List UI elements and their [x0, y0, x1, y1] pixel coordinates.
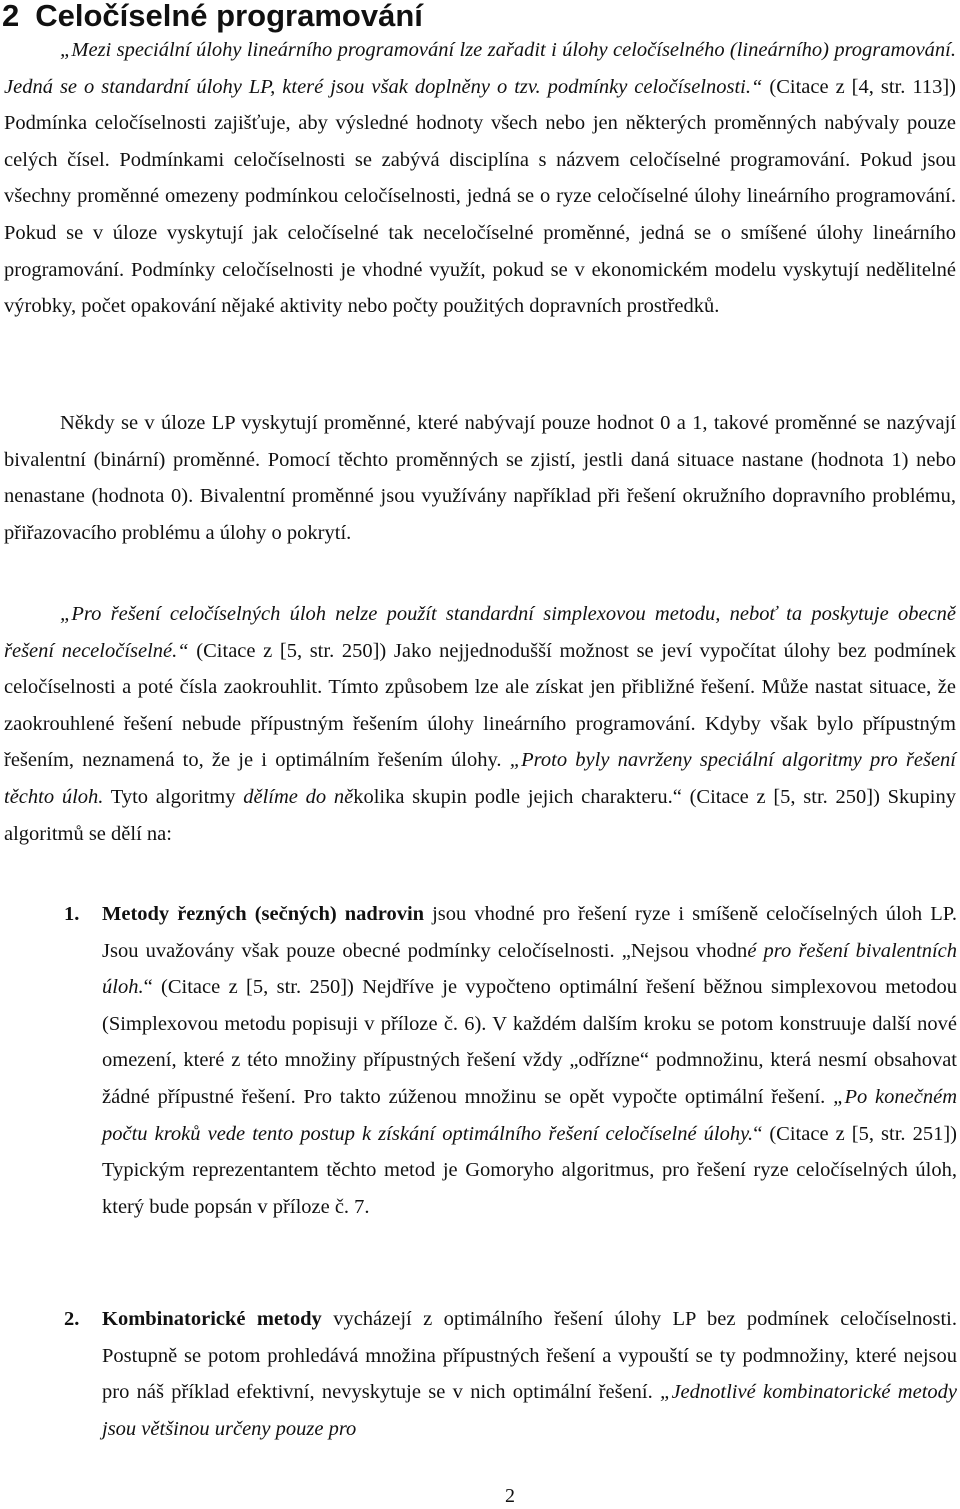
term: Kombinatorické metody: [102, 1308, 322, 1330]
body-text: Někdy se v úloze LP vyskytují proměnné, které nabývají pouze hodnot 0 a 1, takové proměnné se nazývají bivalentní (binární) proměnné. Pomocí těchto proměnných se zjistí, jestli daná situace nastane (hodnota 1) nebo nenastane (hodnota 0). Bivalentní proměnné jsou využívány například při řešení okružního dopravního problému, přiřazovacího problému a úlohy o pokrytí.: [4, 412, 956, 544]
quote-text: „Jednotlivé kombinatorické metody jsou většinou určeny pouze pro: [102, 1381, 957, 1440]
term: Metody řezných (sečných) nadrovin: [102, 903, 425, 925]
body-text: jsou vhodné pro řešení ryze i smíšeně celočíselných úloh LP. Jsou uvažovány však pouze obecné podmínky celočíselnosti. „Nejsou vhodn: [102, 903, 957, 962]
quote-text: é pro řešení bivalentních úloh.: [102, 939, 958, 999]
list-item: [64, 896, 957, 1225]
paragraph-2: [4, 405, 956, 551]
body-text: kolika skupin podle jejich charakteru.“ (Citace z [5, str. 250]) Skupiny algoritmů se dělí na:: [4, 785, 956, 845]
body-text: “ (Citace z [5, str. 250]) Nejdříve je vypočteno optimální řešení běžnou simplexovou metodou (Simplexovou metodu popisuji v příloze č. 6). V každém dalším kroku se potom konstruuje další nové omezení, které z této množiny přípustných řešení vždy „odřízne“ podmnožinu, která nesmí obsahovat žádné přípustné řešení. Pro takto zúženou množinu se opět vypočte optimální řešení.: [102, 976, 957, 1108]
quote-text: „Proto byly navrženy speciální algoritmy pro řešení těchto úloh.: [4, 749, 956, 808]
algorithm-list-continued: [64, 1301, 957, 1447]
body-text: vycházejí z optimálního řešení úlohy LP bez podmínek celočíselnosti. Postupně se potom prohledává množina přípustných řešení a vypouští se ty podmnožiny, které nejsou pro náš příklad efektivní, nevyskytuje se v nich optimální řešení.: [102, 1308, 957, 1404]
body-text: “ (Citace z [5, str. 251]) Typickým reprezentantem těchto metod je Gomoryho algoritmus, pro řešení ryze celočíselných úloh, který bude popsán v příloze č. 7.: [102, 1122, 958, 1218]
section-heading: [2, 0, 423, 36]
page-number: 2: [505, 1485, 515, 1507]
body-text: (Citace z [4, str. 113]) Podmínka celočíselnosti zajišťuje, aby výsledné hodnoty všech nebo jen některých proměnných nabývaly pouze celých čísel. Podmínkami celočíselnosti se zabývá disciplína s názvem celočíselné programování. Pokud jsou všechny proměnné omezeny podmínkou celočíselnosti, jedná se o ryze celočíselné úlohy lineárního programování. Pokud se v úloze vyskytují jak celočíselné tak neceločíselné proměnné, jedná se o smíšené úlohy lineárního programování. Podmínky celočíselnosti je vhodné využít, pokud se v ekonomickém modelu vyskytují nedělitelné výrobky, počet opakování nějaké aktivity nebo počty použitých dopravních prostředků.: [4, 75, 957, 318]
body-text: (Citace z [5, str. 250]) Jako nejjednodušší možnost se jeví vypočítat úlohy bez podmínek celočíselnosti a poté čísla zaokrouhlit. Tímto způsobem lze ale získat jen přibližné řešení. Může nastat situace, že zaokrouhlené řešení nebude přípustným řešením úlohy lineárního programování. Kdyby však bylo přípustným řešením, neznamená to, že je i optimálním řešením úlohy.: [4, 639, 956, 772]
list-item-number: 1.: [64, 903, 80, 925]
paragraph-1: [4, 32, 956, 325]
algorithm-list: [64, 896, 957, 1225]
list-item-number: 2.: [64, 1308, 80, 1330]
body-text: Tyto algoritmy: [103, 785, 244, 808]
section-number: 2: [2, 0, 20, 33]
quote-text: „Pro řešení celočíselných úloh nelze použít standardní simplexovou metodu, neboť ta poskytuje obecně řešení neceločíselné.“: [4, 603, 956, 662]
quote-text: „Po konečném počtu kroků vede tento postup k získání optimálního řešení celočíselné úlohy.: [102, 1085, 957, 1145]
list-item: [64, 1301, 957, 1447]
quote-text: „Mezi speciální úlohy lineárního programování lze zařadit i úlohy celočíselného (lineárního) programování. Jedná se o standardní úlohy LP, které jsou však doplněny o tzv. podmínky celočíselnosti.“: [4, 39, 956, 98]
paragraph-3: [4, 596, 956, 852]
quote-text: dělíme do ně: [243, 785, 354, 808]
section-title: Celočíselné programování: [35, 0, 423, 33]
